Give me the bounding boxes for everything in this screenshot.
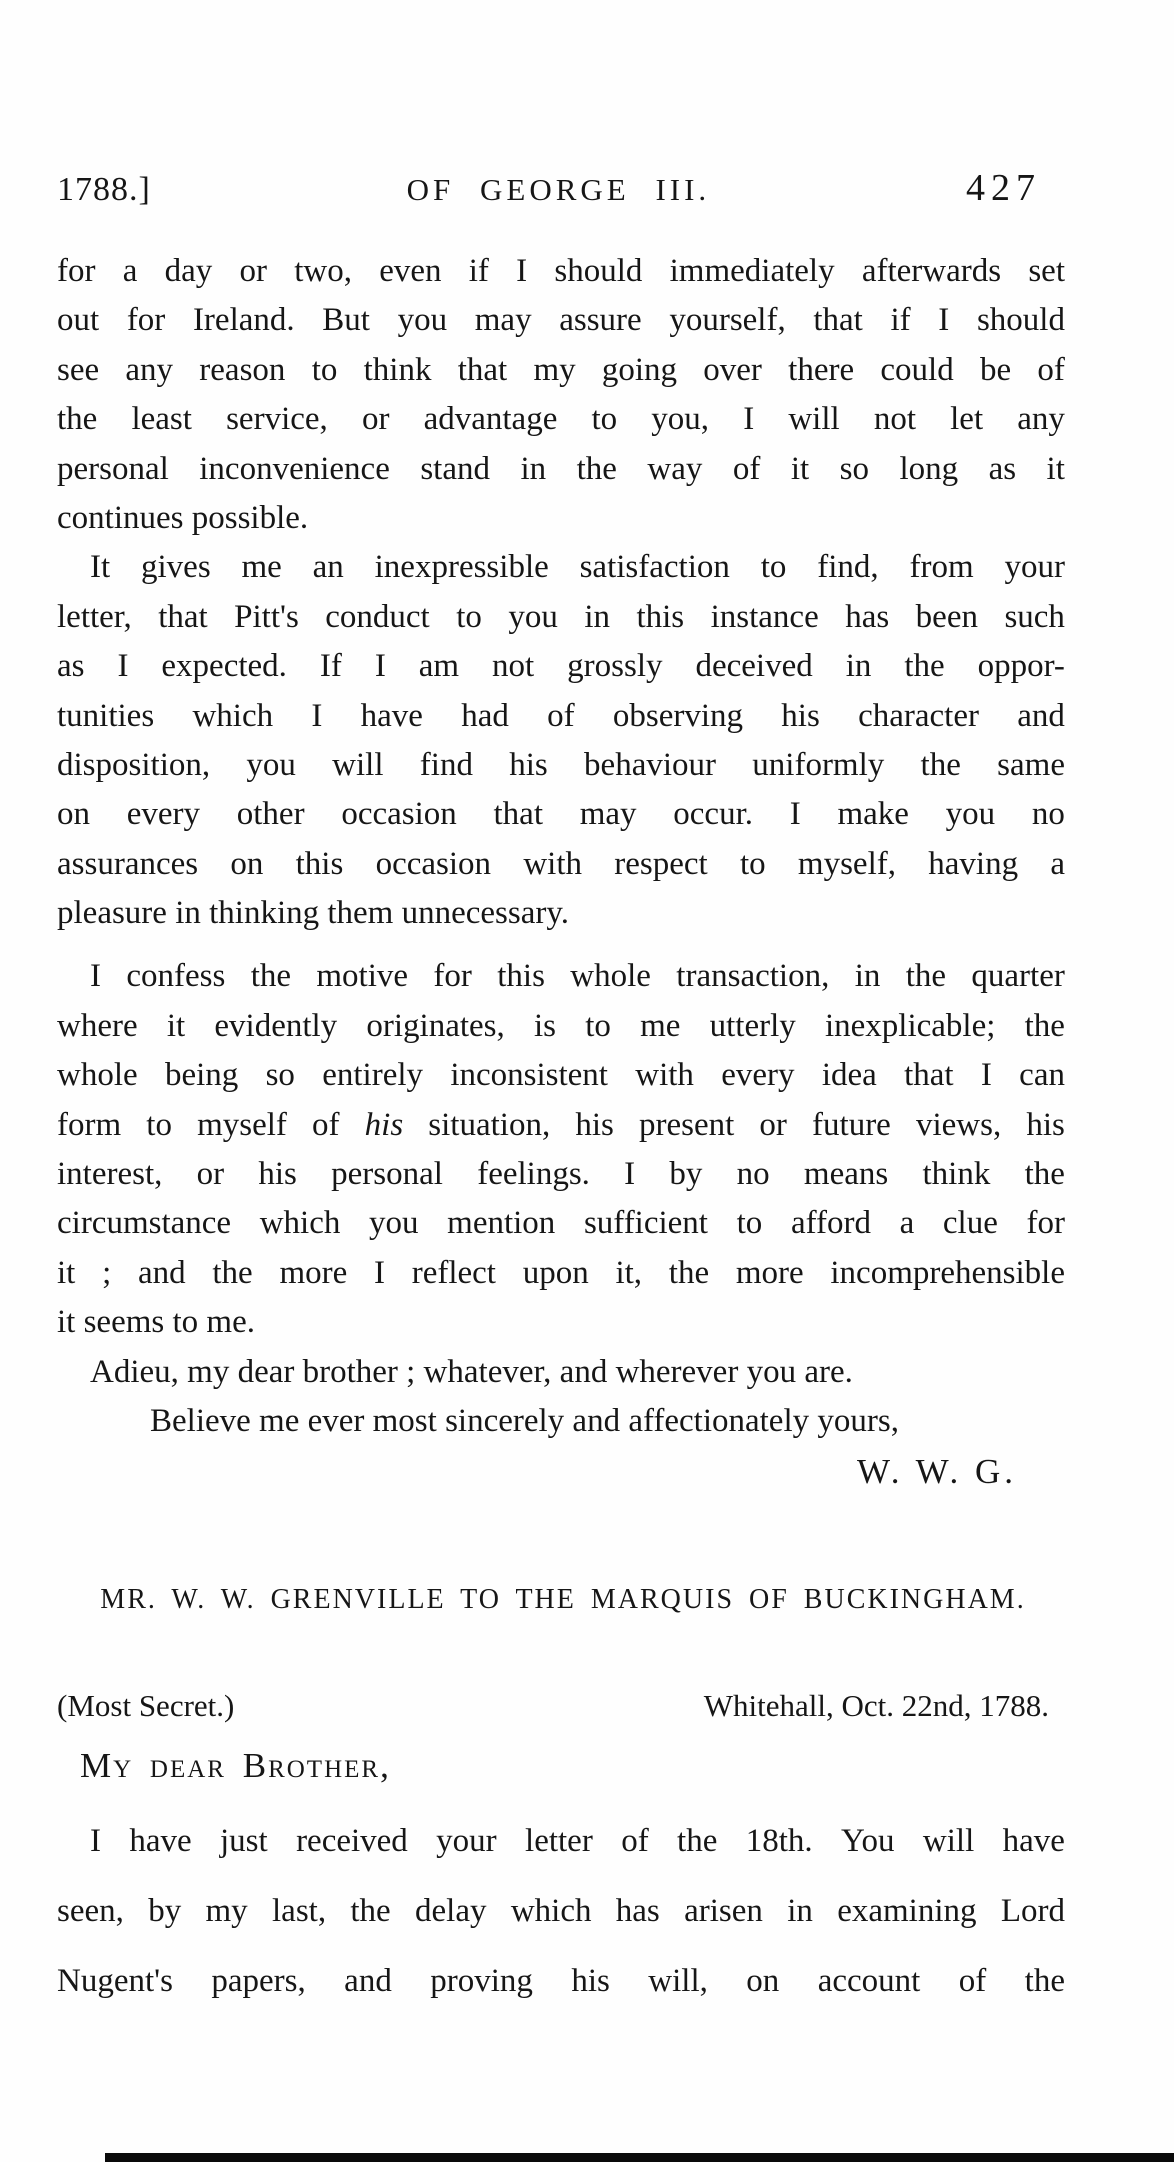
letter-two-heading: MR. W. W. GRENVILLE TO THE MARQUIS OF BUCKINGHAM. — [100, 1584, 1026, 1615]
text-line: It gives me an inexpressible satisfaction to find, from your — [90, 549, 1065, 586]
text-line: Nugent's papers, and proving his will, on account of the — [57, 1963, 1065, 1999]
text-line: as I expected. If I am not grossly deceived in the oppor- — [57, 648, 1065, 685]
text-line: tunities which I have had of observing his character and — [57, 697, 1065, 734]
text-line: continues possible. — [57, 499, 309, 536]
text-line: the least service, or advantage to you, I will not let any — [57, 401, 1065, 438]
text-line: personal inconvenience stand in the way of it so long as it — [57, 450, 1065, 487]
letter-two-meta-row — [57, 1688, 1065, 1724]
dateline: Whitehall, Oct. 22nd, 1788. — [703, 1688, 1049, 1723]
text-line: seen, by my last, the delay which has arisen in examining Lord — [57, 1893, 1065, 1929]
letter-one-body — [57, 247, 1065, 1446]
text-line: where it evidently originates, is to me utterly inexplicable; the — [57, 1007, 1065, 1044]
scan-edge-artifact — [105, 2153, 1174, 2162]
page-header — [57, 166, 1065, 210]
text-line: it ; and the more I reflect upon it, the more incomprehensible — [57, 1254, 1065, 1291]
text-line: for a day or two, even if I should immediately afterwards set — [57, 253, 1065, 289]
page-number: 427 — [966, 167, 1041, 209]
text-line: out for Ireland. But you may assure yourself, that if I should — [57, 302, 1065, 339]
secrecy-note: (Most Secret.) — [57, 1688, 235, 1723]
text-line: on every other occasion that may occur. I make you no — [57, 796, 1065, 833]
text-line: whole being so entirely inconsistent with every idea that I can — [57, 1057, 1065, 1094]
header-year: 1788.] — [57, 171, 151, 208]
text-line: I have just received your letter of the 18th. You will have — [90, 1823, 1065, 1859]
text-line: pleasure in thinking them unnecessary. — [57, 895, 569, 932]
text-line: see any reason to think that my going over there could be of — [57, 351, 1065, 388]
letter-two-body — [57, 1806, 1065, 2016]
text-line: Believe me ever most sincerely and affectionately yours, — [150, 1402, 899, 1439]
text-line: Adieu, my dear brother ; whatever, and wherever you are. — [90, 1353, 853, 1390]
text-line: disposition, you will find his behaviour uniformly the same — [57, 746, 1065, 783]
text-line: circumstance which you mention sufficient to afford a clue for — [57, 1205, 1065, 1242]
text-line: interest, or his personal feelings. I by no means think the — [57, 1156, 1065, 1193]
running-title: OF GEORGE III. — [406, 172, 711, 207]
text-line: assurances on this occasion with respect to myself, having a — [57, 845, 1065, 882]
text-line: form to myself of his situation, his present or future views, his — [57, 1106, 1065, 1143]
text-line: I confess the motive for this whole transaction, in the quarter — [90, 958, 1065, 995]
letter-one-signature: W. W. G. — [856, 1452, 1017, 1491]
text-line: it seems to me. — [57, 1304, 255, 1341]
text-line: letter, that Pitt's conduct to you in this instance has been such — [57, 598, 1065, 635]
salutation: My dear Brother, — [80, 1746, 391, 1785]
